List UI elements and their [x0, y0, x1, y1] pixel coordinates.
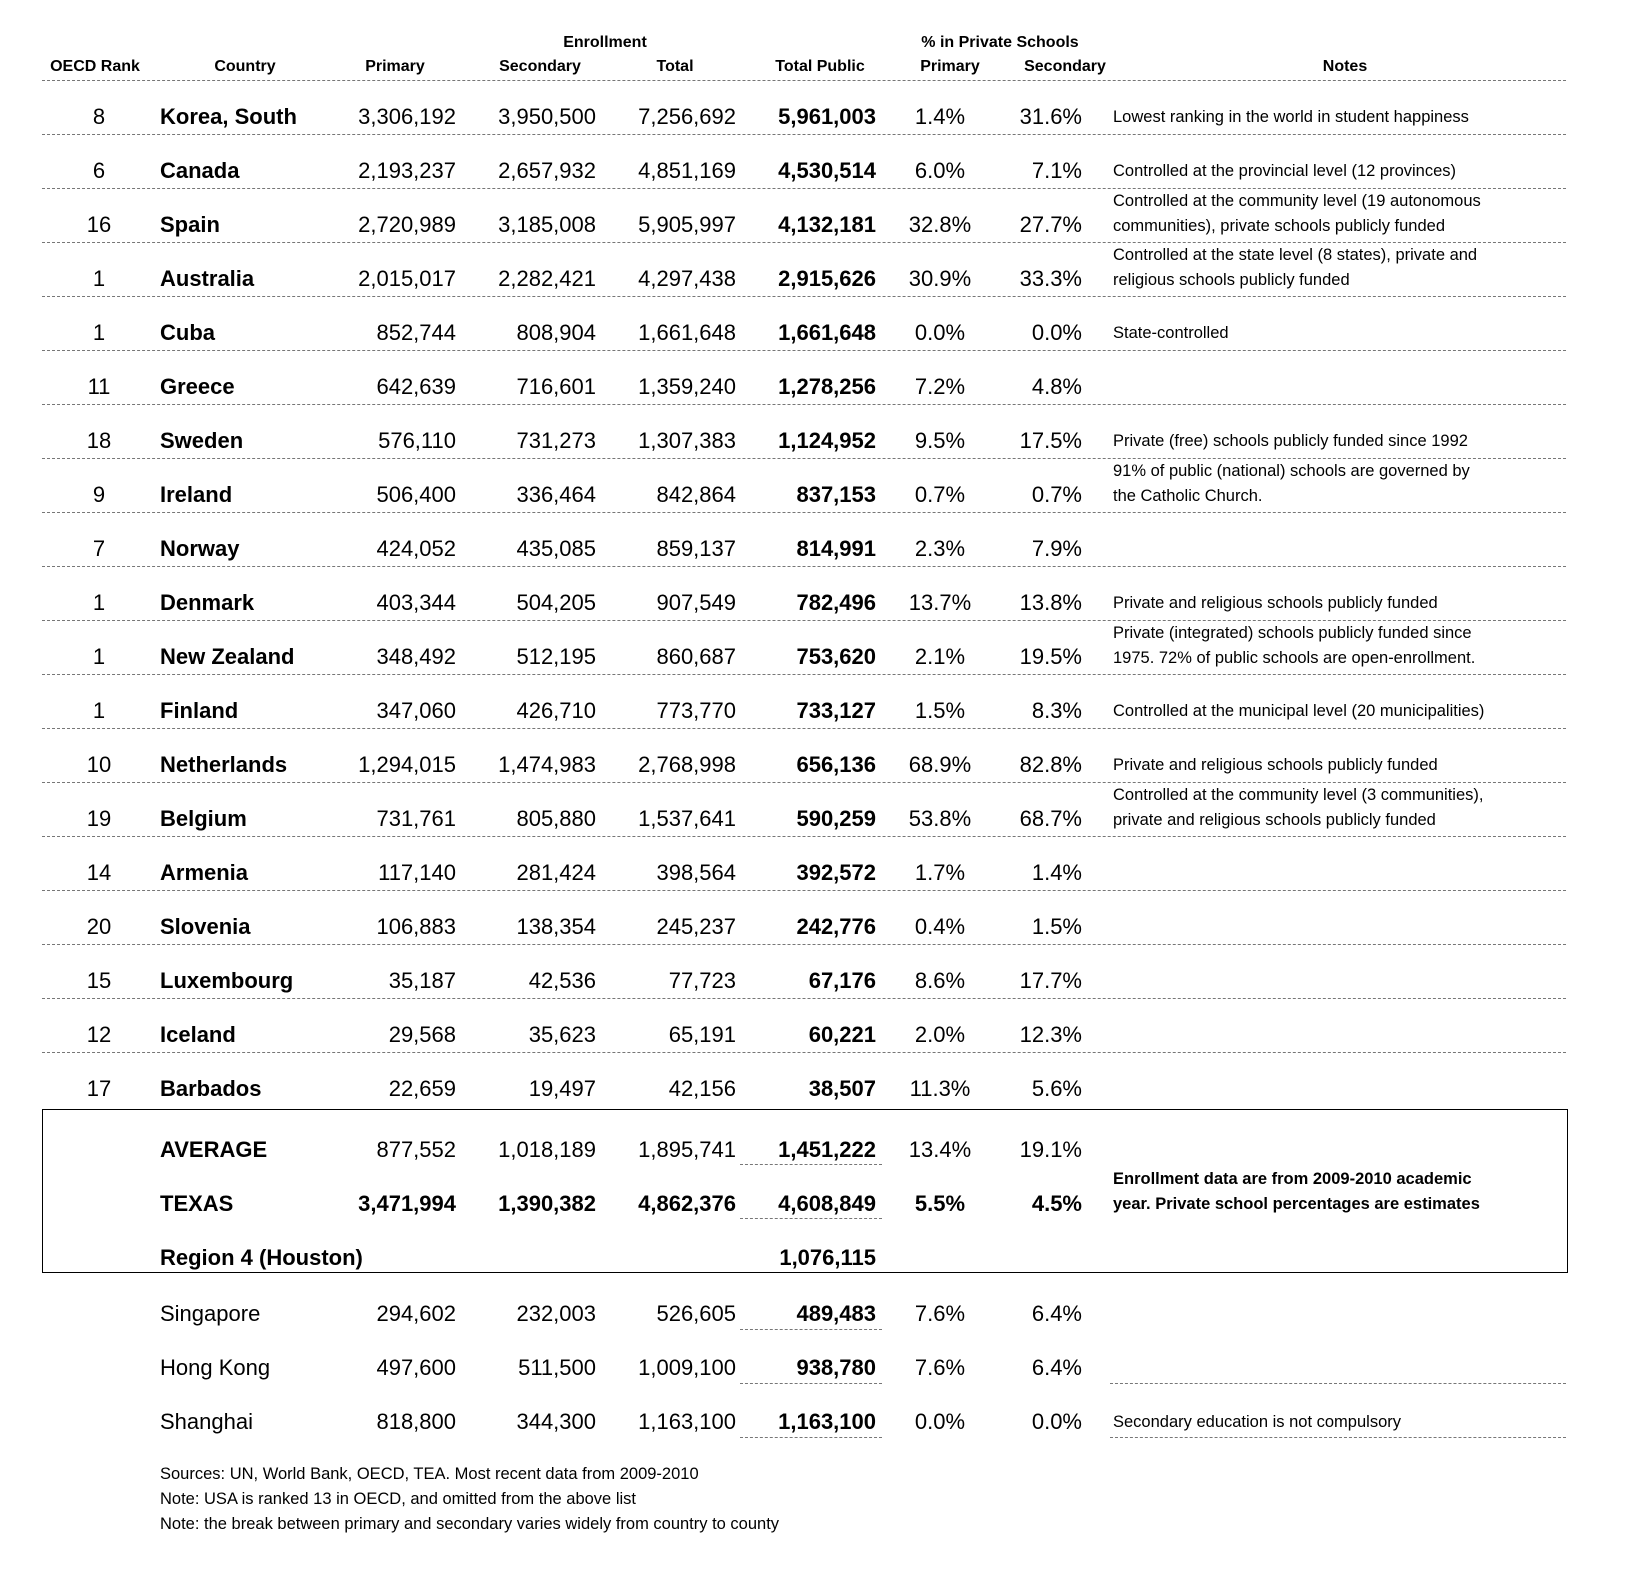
- asia-country-cell: Singapore: [160, 1301, 261, 1326]
- pct-primary-cell: 0.7%: [914, 482, 966, 507]
- notes-cell-line: communities), private schools publicly funded: [1113, 217, 1445, 235]
- average-pct-secondary: 19.1%: [1019, 1137, 1082, 1162]
- total-cell: 42,156: [668, 1076, 736, 1101]
- primary-cell: 506,400: [376, 482, 456, 507]
- col-header-country: Country: [214, 58, 276, 75]
- primary-cell: 576,110: [378, 428, 456, 453]
- asia-notes-underline: [1110, 1437, 1566, 1438]
- country-cell: Sweden: [160, 428, 244, 453]
- footnote-usa: Note: USA is ranked 13 in OECD, and omitted from the above list: [160, 1490, 636, 1508]
- row-separator: [42, 134, 1566, 135]
- secondary-cell: 426,710: [516, 698, 596, 723]
- notes-cell-line: 91% of public (national) schools are governed by: [1113, 462, 1470, 480]
- primary-cell: 29,568: [388, 1022, 456, 1047]
- pct-primary-cell: 0.4%: [914, 914, 966, 939]
- pct-secondary-cell: 4.8%: [1031, 374, 1082, 399]
- notes-cell-line: Controlled at the community level (19 autonomous: [1113, 192, 1481, 210]
- pct-secondary-cell: 31.6%: [1019, 104, 1082, 129]
- asia-secondary-cell: 511,500: [518, 1355, 596, 1380]
- rank-cell: 11: [87, 374, 111, 399]
- asia-notes-underline: [1110, 1383, 1566, 1384]
- pct-secondary-cell: 0.0%: [1031, 320, 1082, 345]
- average-total-public: 1,451,222: [778, 1137, 876, 1162]
- asia-pct-secondary-cell: 6.4%: [1031, 1355, 1082, 1380]
- pct-secondary-cell: 12.3%: [1019, 1022, 1082, 1047]
- total-cell: 5,905,997: [638, 212, 736, 237]
- texas-pct-primary: 5.5%: [914, 1191, 966, 1216]
- asia-secondary-cell: 232,003: [516, 1301, 596, 1326]
- asia-pct-primary-cell: 7.6%: [914, 1301, 966, 1326]
- col-header-total-public: Total Public: [775, 58, 865, 75]
- total-public-cell: 733,127: [796, 698, 876, 723]
- secondary-cell: 42,536: [528, 968, 596, 993]
- pct-secondary-cell: 1.4%: [1031, 860, 1082, 885]
- total-cell: 4,851,169: [638, 158, 736, 183]
- pct-secondary-cell: 0.7%: [1031, 482, 1082, 507]
- secondary-cell: 336,464: [516, 482, 596, 507]
- pct-primary-cell: 32.8%: [908, 212, 972, 237]
- primary-cell: 22,659: [388, 1076, 456, 1101]
- rank-cell: 1: [92, 644, 106, 669]
- texas-total: 4,862,376: [638, 1191, 736, 1216]
- pct-secondary-cell: 17.5%: [1019, 428, 1082, 453]
- header-rule: [42, 80, 1566, 81]
- country-cell: Finland: [160, 698, 239, 723]
- pct-secondary-cell: 17.7%: [1019, 968, 1082, 993]
- row-separator: [42, 566, 1566, 567]
- total-cell: 907,549: [656, 590, 736, 615]
- pct-secondary-cell: 1.5%: [1031, 914, 1082, 939]
- primary-cell: 3,306,192: [358, 104, 456, 129]
- row-separator: [42, 836, 1566, 837]
- country-cell: Cuba: [160, 320, 215, 345]
- region4-total-public: 1,076,115: [779, 1245, 876, 1270]
- rank-cell: 8: [92, 104, 106, 129]
- pct-primary-cell: 53.8%: [908, 806, 972, 831]
- total-public-cell: 1,124,952: [778, 428, 876, 453]
- pct-primary-cell: 68.9%: [908, 752, 972, 777]
- pct-primary-cell: 9.5%: [914, 428, 966, 453]
- texas-primary: 3,471,994: [358, 1191, 456, 1216]
- primary-cell: 106,883: [376, 914, 456, 939]
- asia-total-public-cell: 489,483: [796, 1301, 876, 1326]
- rank-cell: 9: [92, 482, 106, 507]
- pct-secondary-cell: 5.6%: [1031, 1076, 1082, 1101]
- rank-cell: 1: [92, 266, 106, 291]
- total-public-cell: 590,259: [796, 806, 876, 831]
- primary-cell: 2,720,989: [358, 212, 456, 237]
- total-cell: 7,256,692: [638, 104, 736, 129]
- total-cell: 398,564: [656, 860, 736, 885]
- notes-cell-line: Private and religious schools publicly funded: [1113, 756, 1438, 774]
- total-public-cell: 1,661,648: [778, 320, 876, 345]
- row-separator: [42, 404, 1566, 405]
- secondary-cell: 3,950,500: [498, 104, 596, 129]
- asia-pct-secondary-cell: 0.0%: [1031, 1409, 1082, 1434]
- total-public-cell: 753,620: [796, 644, 876, 669]
- pct-secondary-cell: 13.8%: [1019, 590, 1082, 615]
- pct-secondary-cell: 82.8%: [1019, 752, 1082, 777]
- country-cell: Barbados: [160, 1076, 262, 1101]
- notes-cell-line: Controlled at the state level (8 states), private and: [1113, 246, 1478, 264]
- col-header-rank: OECD Rank: [50, 58, 140, 75]
- total-public-cell: 38,507: [808, 1076, 876, 1101]
- country-cell: Canada: [160, 158, 240, 183]
- average-secondary: 1,018,189: [498, 1137, 596, 1162]
- total-public-cell: 814,991: [796, 536, 876, 561]
- rank-cell: 20: [86, 914, 112, 939]
- pct-primary-cell: 13.7%: [908, 590, 972, 615]
- pct-secondary-cell: 7.1%: [1031, 158, 1082, 183]
- region4-label: Region 4 (Houston): [160, 1245, 363, 1270]
- primary-cell: 2,015,017: [358, 266, 456, 291]
- rank-cell: 17: [86, 1076, 112, 1101]
- average-label: AVERAGE: [160, 1137, 268, 1162]
- primary-cell: 2,193,237: [358, 158, 456, 183]
- secondary-cell: 35,623: [528, 1022, 596, 1047]
- notes-cell-line: Lowest ranking in the world in student happiness: [1113, 108, 1469, 126]
- pct-secondary-cell: 68.7%: [1019, 806, 1082, 831]
- secondary-cell: 504,205: [516, 590, 596, 615]
- asia-total-public-cell: 938,780: [796, 1355, 876, 1380]
- country-cell: New Zealand: [160, 644, 295, 669]
- row-separator: [42, 350, 1566, 351]
- footnote-break: Note: the break between primary and secondary varies widely from country to county: [160, 1515, 780, 1533]
- notes-cell-line: the Catholic Church.: [1113, 487, 1263, 505]
- pct-primary-cell: 8.6%: [914, 968, 966, 993]
- country-cell: Netherlands: [160, 752, 288, 777]
- country-cell: Luxembourg: [160, 968, 294, 993]
- country-cell: Belgium: [160, 806, 247, 831]
- total-public-cell: 837,153: [796, 482, 876, 507]
- total-public-cell: 4,132,181: [778, 212, 876, 237]
- country-cell: Ireland: [160, 482, 233, 507]
- total-cell: 773,770: [656, 698, 736, 723]
- rank-cell: 14: [86, 860, 112, 885]
- rank-cell: 1: [92, 320, 106, 345]
- asia-country-cell: Hong Kong: [160, 1355, 271, 1380]
- pct-primary-cell: 2.0%: [914, 1022, 966, 1047]
- pct-secondary-cell: 8.3%: [1031, 698, 1082, 723]
- asia-total-public-underline: [740, 1437, 882, 1438]
- col-header-pct-primary: Primary: [920, 58, 980, 75]
- notes-cell-line: Controlled at the municipal level (20 municipalities): [1113, 702, 1485, 720]
- rank-cell: 1: [92, 698, 106, 723]
- notes-cell-line: religious schools publicly funded: [1113, 271, 1350, 289]
- asia-pct-secondary-cell: 6.4%: [1031, 1301, 1082, 1326]
- country-cell: Slovenia: [160, 914, 251, 939]
- average-primary: 877,552: [376, 1137, 456, 1162]
- footnote-sources: Sources: UN, World Bank, OECD, TEA. Most recent data from 2009-2010: [160, 1465, 699, 1483]
- row-separator: [42, 296, 1566, 297]
- country-cell: Armenia: [160, 860, 249, 885]
- secondary-cell: 138,354: [516, 914, 596, 939]
- secondary-cell: 716,601: [516, 374, 596, 399]
- secondary-cell: 805,880: [516, 806, 596, 831]
- total-cell: 4,297,438: [638, 266, 736, 291]
- asia-total-public-underline: [740, 1329, 882, 1330]
- average-pct-primary: 13.4%: [908, 1137, 972, 1162]
- primary-cell: 731,761: [376, 806, 456, 831]
- total-public-cell: 782,496: [796, 590, 876, 615]
- texas-secondary: 1,390,382: [498, 1191, 596, 1216]
- col-header-primary: Primary: [365, 58, 425, 75]
- summary-note-line-1: Enrollment data are from 2009-2010 academic: [1113, 1170, 1472, 1188]
- row-separator: [42, 998, 1566, 999]
- secondary-cell: 3,185,008: [498, 212, 596, 237]
- pct-primary-cell: 11.3%: [909, 1076, 971, 1101]
- total-public-cell: 392,572: [796, 860, 876, 885]
- primary-cell: 424,052: [376, 536, 456, 561]
- total-cell: 245,237: [656, 914, 736, 939]
- rank-cell: 6: [92, 158, 106, 183]
- total-cell: 2,768,998: [638, 752, 736, 777]
- average-underline: [740, 1164, 882, 1165]
- total-cell: 1,307,383: [638, 428, 736, 453]
- pct-secondary-cell: 27.7%: [1019, 212, 1082, 237]
- primary-cell: 403,344: [376, 590, 456, 615]
- texas-label: TEXAS: [160, 1191, 234, 1216]
- country-cell: Norway: [160, 536, 240, 561]
- pct-primary-cell: 30.9%: [908, 266, 972, 291]
- total-public-cell: 1,278,256: [778, 374, 876, 399]
- total-public-cell: 5,961,003: [778, 104, 876, 129]
- total-public-cell: 656,136: [796, 752, 876, 777]
- asia-primary-cell: 497,600: [376, 1355, 456, 1380]
- pct-primary-cell: 2.3%: [914, 536, 966, 561]
- country-cell: Denmark: [160, 590, 255, 615]
- asia-total-cell: 1,163,100: [638, 1409, 736, 1434]
- pct-secondary-cell: 19.5%: [1019, 644, 1082, 669]
- average-total: 1,895,741: [638, 1137, 736, 1162]
- asia-notes-cell: Secondary education is not compulsory: [1113, 1413, 1401, 1431]
- col-header-total: Total: [656, 58, 694, 75]
- enrollment-group-header: Enrollment: [563, 34, 647, 51]
- total-public-cell: 4,530,514: [778, 158, 876, 183]
- total-cell: 77,723: [668, 968, 736, 993]
- primary-cell: 117,140: [378, 860, 456, 885]
- primary-cell: 347,060: [376, 698, 456, 723]
- notes-cell-line: State-controlled: [1113, 324, 1229, 342]
- total-cell: 842,864: [656, 482, 736, 507]
- total-public-cell: 67,176: [808, 968, 876, 993]
- secondary-cell: 1,474,983: [498, 752, 596, 777]
- col-header-notes: Notes: [1322, 58, 1368, 75]
- pct-primary-cell: 7.2%: [914, 374, 966, 399]
- pct-primary-cell: 1.7%: [914, 860, 966, 885]
- secondary-cell: 281,424: [516, 860, 596, 885]
- total-public-cell: 2,915,626: [778, 266, 876, 291]
- asia-pct-primary-cell: 7.6%: [914, 1355, 966, 1380]
- asia-country-cell: Shanghai: [160, 1409, 253, 1434]
- pct-primary-cell: 0.0%: [914, 320, 966, 345]
- pct-primary-cell: 1.4%: [914, 104, 966, 129]
- row-separator: [42, 1052, 1566, 1053]
- notes-cell-line: Private and religious schools publicly funded: [1113, 594, 1438, 612]
- col-header-secondary: Secondary: [499, 58, 581, 75]
- asia-secondary-cell: 344,300: [516, 1409, 596, 1434]
- rank-cell: 19: [86, 806, 112, 831]
- notes-cell-line: Controlled at the community level (3 communities),: [1113, 786, 1484, 804]
- rank-cell: 10: [86, 752, 112, 777]
- total-cell: 65,191: [668, 1022, 736, 1047]
- primary-cell: 348,492: [376, 644, 456, 669]
- asia-total-public-underline: [740, 1383, 882, 1384]
- primary-cell: 35,187: [388, 968, 456, 993]
- notes-cell-line: Controlled at the provincial level (12 provinces): [1113, 162, 1457, 180]
- country-cell: Greece: [160, 374, 235, 399]
- country-cell: Australia: [160, 266, 255, 291]
- secondary-cell: 19,497: [528, 1076, 596, 1101]
- texas-total-public: 4,608,849: [778, 1191, 876, 1216]
- primary-cell: 642,639: [376, 374, 456, 399]
- pct-primary-cell: 2.1%: [914, 644, 966, 669]
- rank-cell: 15: [86, 968, 112, 993]
- notes-cell-line: Private (integrated) schools publicly funded since: [1113, 624, 1472, 642]
- total-cell: 1,661,648: [638, 320, 736, 345]
- rank-cell: 18: [86, 428, 112, 453]
- pct-primary-cell: 6.0%: [914, 158, 966, 183]
- texas-pct-secondary: 4.5%: [1031, 1191, 1082, 1216]
- asia-pct-primary-cell: 0.0%: [914, 1409, 966, 1434]
- rank-cell: 1: [92, 590, 106, 615]
- col-header-pct-secondary: Secondary: [1024, 58, 1106, 75]
- asia-total-public-cell: 1,163,100: [778, 1409, 876, 1434]
- country-cell: Korea, South: [160, 104, 297, 129]
- country-cell: Iceland: [160, 1022, 236, 1047]
- pct-secondary-cell: 7.9%: [1031, 536, 1082, 561]
- total-cell: 1,359,240: [638, 374, 736, 399]
- rank-cell: 16: [86, 212, 112, 237]
- row-separator: [42, 890, 1566, 891]
- total-cell: 859,137: [656, 536, 736, 561]
- secondary-cell: 2,657,932: [498, 158, 596, 183]
- secondary-cell: 808,904: [516, 320, 596, 345]
- texas-underline: [740, 1218, 882, 1219]
- private-group-header: % in Private Schools: [921, 34, 1079, 51]
- row-separator: [42, 944, 1566, 945]
- secondary-cell: 731,273: [516, 428, 596, 453]
- primary-cell: 1,294,015: [358, 752, 456, 777]
- pct-primary-cell: 1.5%: [914, 698, 966, 723]
- asia-primary-cell: 294,602: [376, 1301, 456, 1326]
- row-separator: [42, 512, 1566, 513]
- secondary-cell: 435,085: [516, 536, 596, 561]
- secondary-cell: 2,282,421: [498, 266, 596, 291]
- rank-cell: 7: [92, 536, 106, 561]
- total-cell: 1,537,641: [638, 806, 736, 831]
- asia-primary-cell: 818,800: [376, 1409, 456, 1434]
- asia-total-cell: 1,009,100: [638, 1355, 736, 1380]
- asia-total-cell: 526,605: [656, 1301, 736, 1326]
- total-cell: 860,687: [656, 644, 736, 669]
- row-separator: [42, 728, 1566, 729]
- summary-note-line-2: year. Private school percentages are estimates: [1113, 1195, 1480, 1213]
- notes-cell-line: Private (free) schools publicly funded since 1992: [1113, 432, 1468, 450]
- total-public-cell: 60,221: [808, 1022, 876, 1047]
- pct-secondary-cell: 33.3%: [1019, 266, 1082, 291]
- notes-cell-line: private and religious schools publicly funded: [1113, 811, 1436, 829]
- country-cell: Spain: [160, 212, 220, 237]
- notes-cell-line: 1975. 72% of public schools are open-enrollment.: [1113, 649, 1476, 667]
- total-public-cell: 242,776: [796, 914, 876, 939]
- secondary-cell: 512,195: [516, 644, 596, 669]
- rank-cell: 12: [86, 1022, 112, 1047]
- row-separator: [42, 674, 1566, 675]
- primary-cell: 852,744: [376, 320, 456, 345]
